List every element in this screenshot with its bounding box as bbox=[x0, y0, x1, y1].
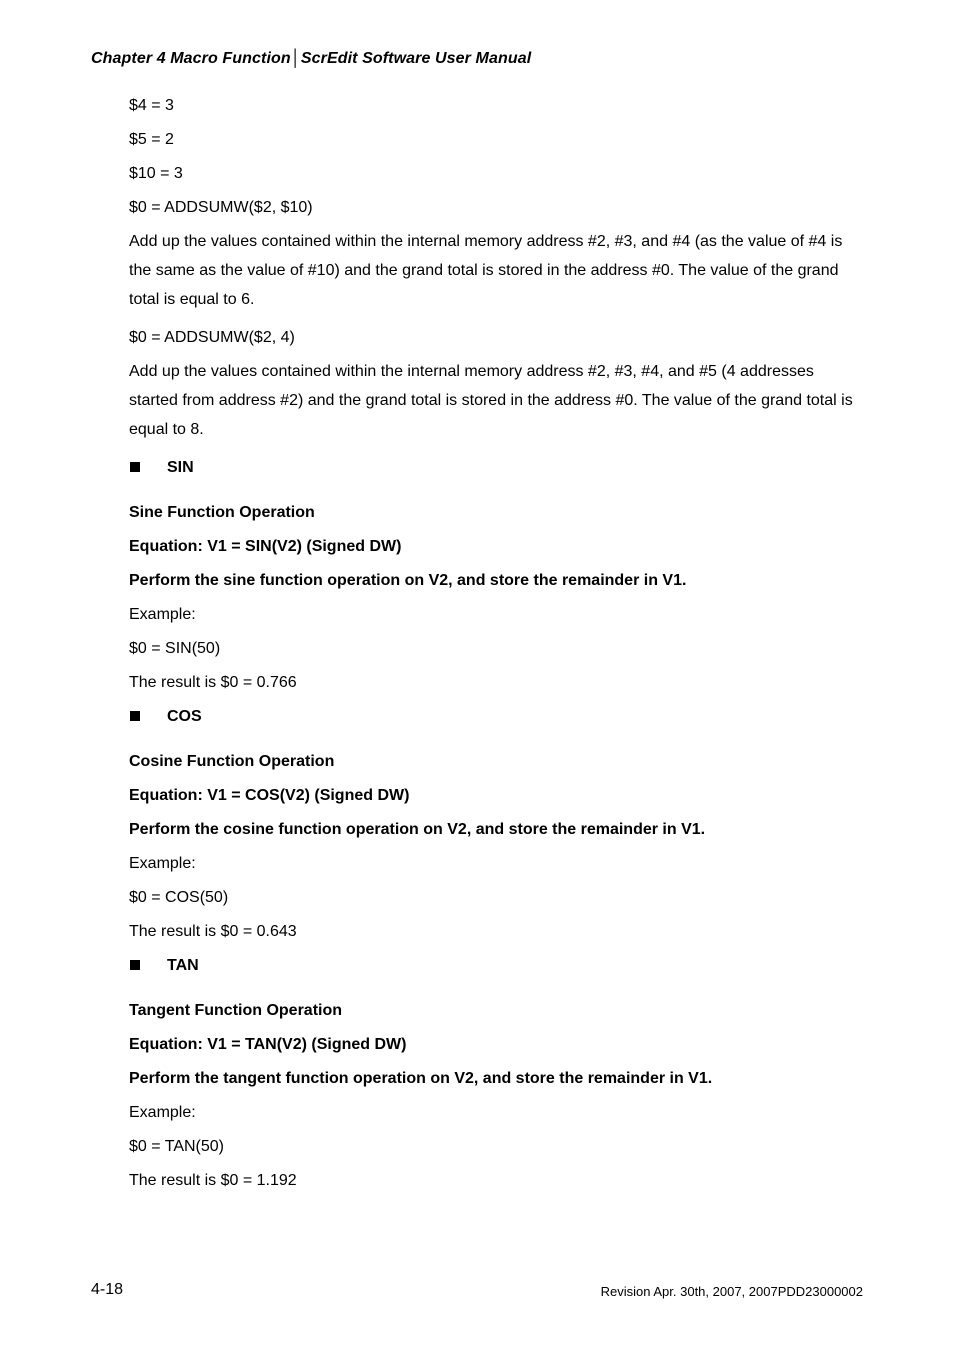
operation-description: Perform the tangent function operation on V2, and store the remainder in V1. bbox=[129, 1070, 713, 1087]
equation: Equation: V1 = SIN(V2) (Signed DW) bbox=[129, 538, 402, 555]
example-expression: $0 = ADDSUMW($2, $10) bbox=[129, 199, 313, 216]
example-label: Example: bbox=[129, 606, 196, 623]
example-label: Example: bbox=[129, 1104, 196, 1121]
section-title: SIN bbox=[167, 459, 194, 476]
square-bullet-icon bbox=[130, 711, 140, 721]
section-heading-sin bbox=[129, 458, 859, 477]
operation-name: Sine Function Operation bbox=[129, 504, 315, 521]
revision-note: Revision Apr. 30th, 2007, 2007PDD23000002 bbox=[600, 1284, 863, 1299]
square-bullet-icon bbox=[130, 462, 140, 472]
example-expression: $0 = ADDSUMW($2, 4) bbox=[129, 329, 295, 346]
example-expression: $0 = COS(50) bbox=[129, 889, 229, 906]
example-result: The result is $0 = 1.192 bbox=[129, 1172, 297, 1189]
page-number: 4-18 bbox=[91, 1281, 124, 1298]
equation: Equation: V1 = TAN(V2) (Signed DW) bbox=[129, 1036, 407, 1053]
operation-name: Cosine Function Operation bbox=[129, 753, 335, 770]
example-result: The result is $0 = 0.766 bbox=[129, 674, 297, 691]
page-body bbox=[129, 96, 859, 1205]
assignment-line: $4 = 3 bbox=[129, 97, 174, 114]
section-heading-cos bbox=[129, 707, 859, 726]
example-label: Example: bbox=[129, 855, 196, 872]
section-title: COS bbox=[167, 708, 202, 725]
operation-name: Tangent Function Operation bbox=[129, 1002, 343, 1019]
example-expression: $0 = TAN(50) bbox=[129, 1138, 225, 1155]
assignment-line: $5 = 2 bbox=[129, 131, 174, 148]
operation-description: Perform the sine function operation on V2, and store the remainder in V1. bbox=[129, 572, 687, 589]
square-bullet-icon bbox=[130, 960, 140, 970]
example-description: Add up the values contained within the internal memory address #2, #3, #4, and #5 (4 addresses started from address #2) and the grand total is stored in the address #0. The value of the grand total is equal to 8. bbox=[129, 363, 853, 438]
equation: Equation: V1 = COS(V2) (Signed DW) bbox=[129, 787, 410, 804]
example-result: The result is $0 = 0.643 bbox=[129, 923, 297, 940]
page-header: Chapter 4 Macro Function│ScrEdit Software User Manual bbox=[91, 50, 532, 67]
operation-description: Perform the cosine function operation on V2, and store the remainder in V1. bbox=[129, 821, 706, 838]
assignment-line: $10 = 3 bbox=[129, 165, 183, 182]
section-title: TAN bbox=[167, 957, 199, 974]
example-expression: $0 = SIN(50) bbox=[129, 640, 221, 657]
section-heading-tan bbox=[129, 956, 859, 975]
example-description: Add up the values contained within the internal memory address #2, #3, and #4 (as the value of #4 is the same as the value of #10) and the grand total is stored in the address #0. The value of the grand total is equal to 6. bbox=[129, 233, 843, 308]
